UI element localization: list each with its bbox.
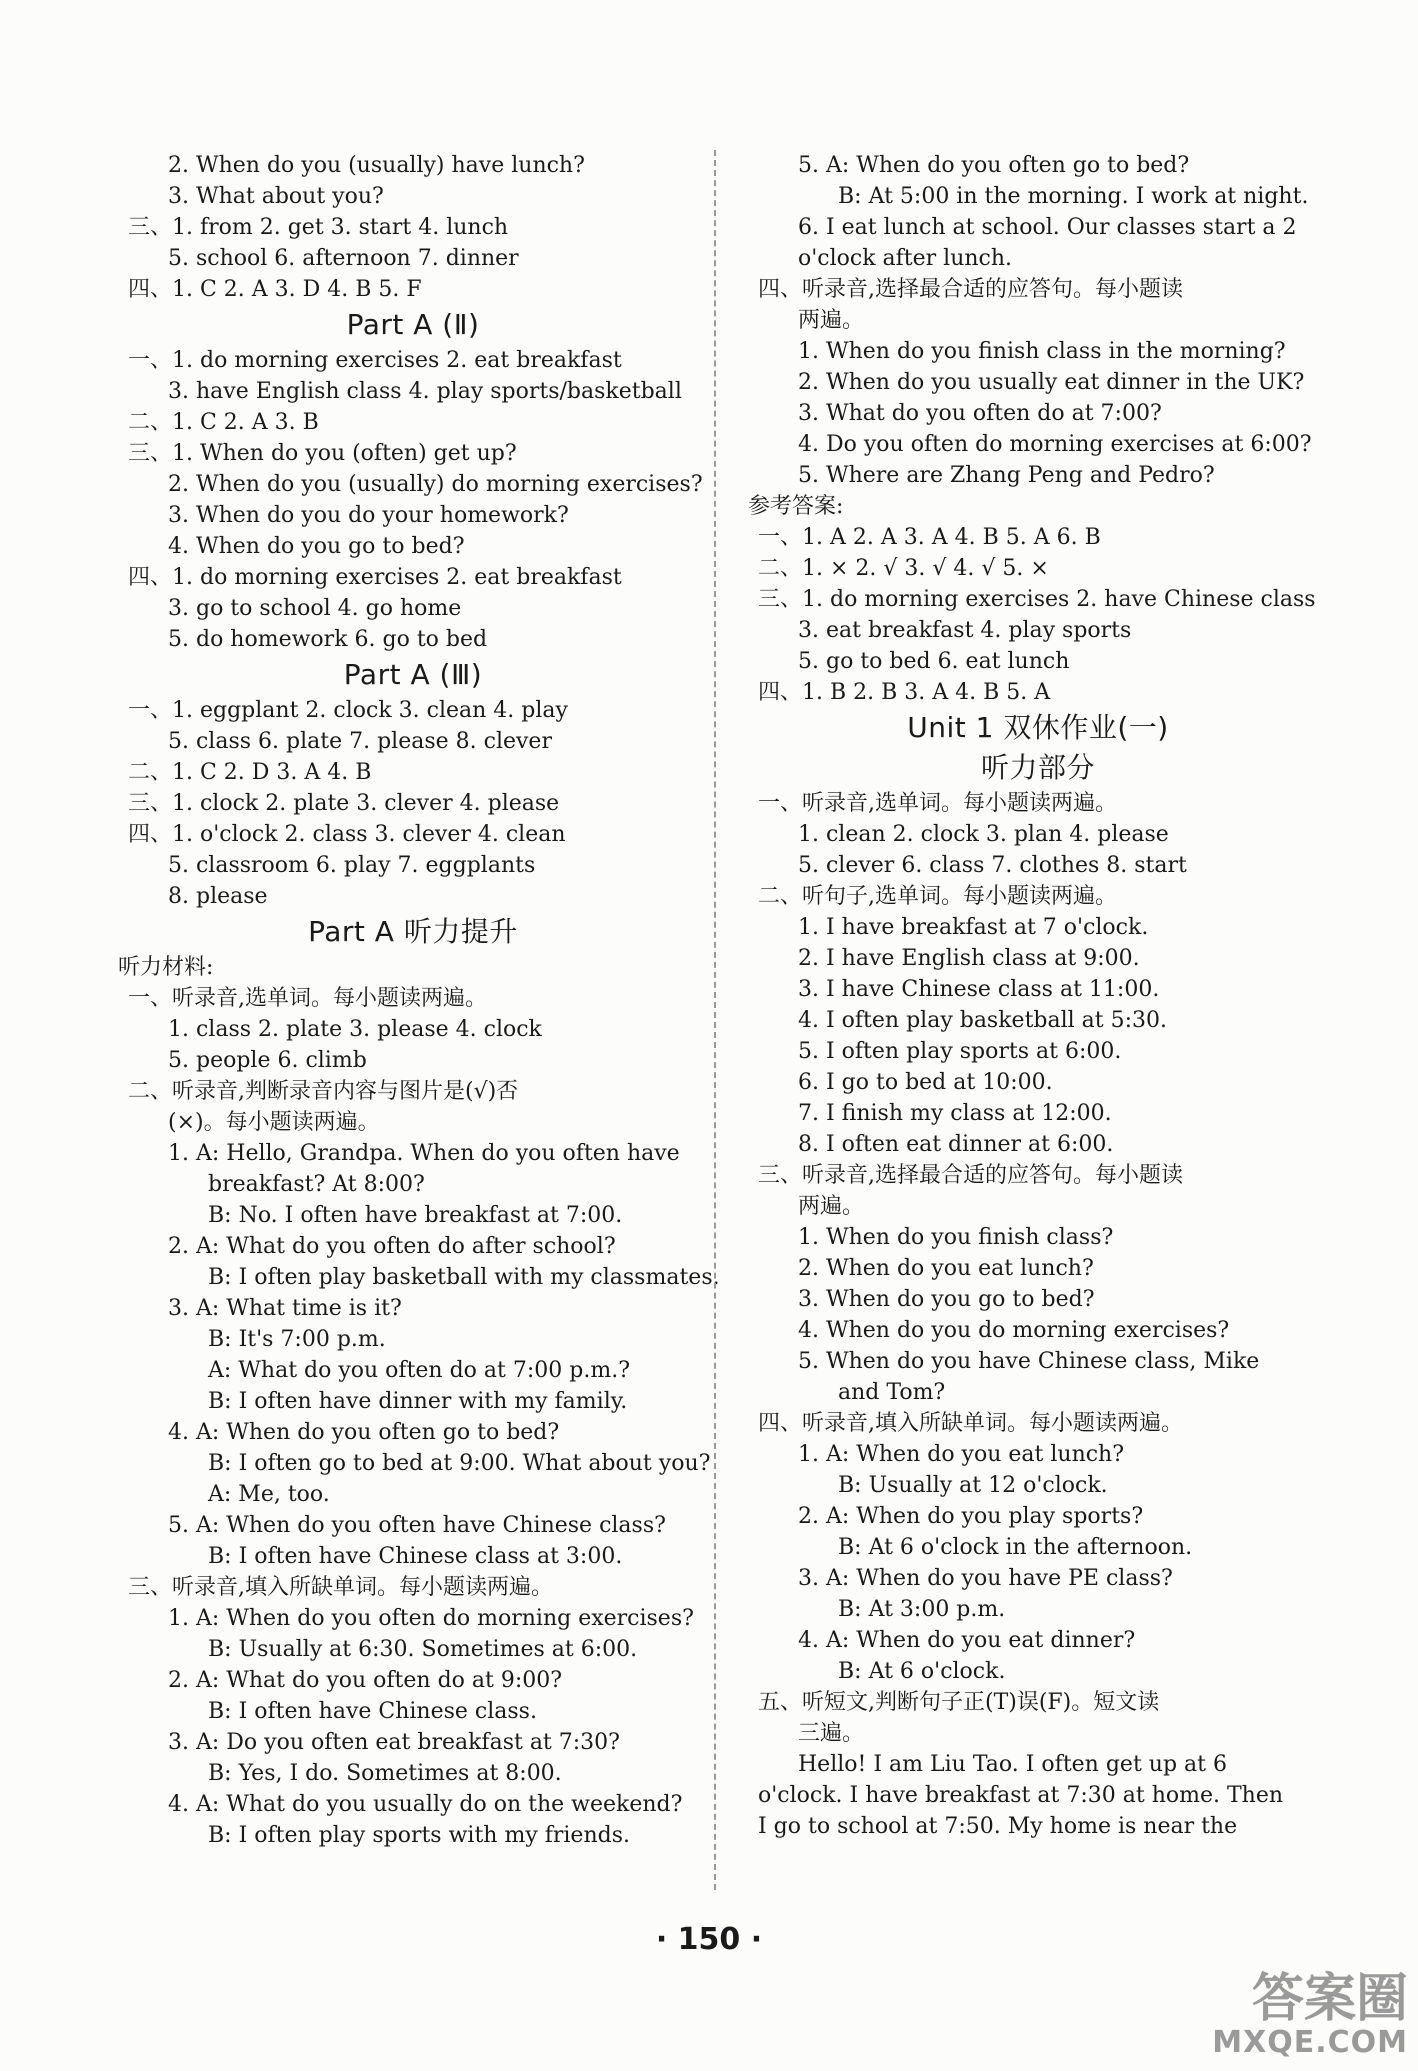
text-line: B: I often go to bed at 9:00. What about you? [208, 1451, 711, 1476]
text-line: B: At 6 o'clock in the afternoon. [838, 1535, 1193, 1560]
text-line: (×)。每小题读两遍。 [168, 1110, 380, 1135]
text-line: B: I often play sports with my friends. [208, 1823, 630, 1848]
text-line: A: What do you often do at 7:00 p.m.? [208, 1358, 630, 1383]
text-line: 一、听录音,选单词。每小题读两遍。 [758, 791, 1117, 816]
text-line: 3. have English class 4. play sports/basketball [168, 379, 682, 404]
text-line: 四、1. do morning exercises 2. eat breakfast [128, 565, 622, 590]
text-line: B: I often play basketball with my classmates. [208, 1265, 720, 1290]
text-line: B: At 3:00 p.m. [838, 1597, 1006, 1622]
section-heading: Part A 听力提升 [308, 915, 518, 948]
text-line: 3. I have Chinese class at 11:00. [798, 977, 1160, 1002]
text-line: 一、听录音,选单词。每小题读两遍。 [128, 986, 487, 1011]
text-line: 2. I have English class at 9:00. [798, 946, 1140, 971]
text-line: 5. classroom 6. play 7. eggplants [168, 853, 536, 878]
text-line: 3. A: What time is it? [168, 1296, 402, 1321]
text-line: B: Usually at 6:30. Sometimes at 6:00. [208, 1637, 638, 1662]
text-line: 2. A: What do you often do at 9:00? [168, 1668, 563, 1693]
section-heading: 听力部分 [980, 751, 1095, 784]
text-line: 4. When do you do morning exercises? [798, 1318, 1230, 1343]
text-line: 三、1. from 2. get 3. start 4. lunch [128, 215, 509, 240]
text-line: 2. When do you (usually) do morning exercises? [168, 472, 703, 497]
text-line: 两遍。 [798, 1194, 865, 1219]
text-line: 二、听录音,判断录音内容与图片是(√)否 [128, 1079, 519, 1104]
text-line: 5. A: When do you often go to bed? [798, 153, 1190, 178]
text-line: 8. please [168, 884, 268, 909]
text-line: 2. A: What do you often do after school? [168, 1234, 616, 1259]
text-line: 7. I finish my class at 12:00. [798, 1101, 1112, 1126]
column-divider [714, 150, 716, 1890]
text-line: B: Usually at 12 o'clock. [838, 1473, 1108, 1498]
text-line: o'clock. I have breakfast at 7:30 at home. Then [758, 1783, 1284, 1808]
text-line: 两遍。 [798, 308, 865, 333]
watermark-text-en: MXQE.COM [1212, 2025, 1408, 2060]
text-line: 4. When do you go to bed? [168, 534, 465, 559]
text-line: Hello! I am Liu Tao. I often get up at 6 [798, 1752, 1227, 1777]
text-line: I go to school at 7:50. My home is near the [758, 1814, 1238, 1839]
text-line: 二、1. C 2. D 3. A 4. B [128, 760, 372, 785]
text-line: 1. When do you finish class? [798, 1225, 1114, 1250]
text-line: 3. What about you? [168, 184, 384, 209]
text-line: B: No. I often have breakfast at 7:00. [208, 1203, 623, 1228]
text-line: 6. I eat lunch at school. Our classes start a 2 [798, 215, 1297, 240]
watermark-text-cn: 答案圈 [1251, 1969, 1408, 2029]
text-line: 2. When do you (usually) have lunch? [168, 153, 585, 178]
text-line: 听力材料: [118, 955, 214, 980]
section-heading: Part A (Ⅲ) [343, 658, 483, 691]
text-line: 2. A: When do you play sports? [798, 1504, 1144, 1529]
text-line: 4. Do you often do morning exercises at 6:00? [798, 432, 1312, 457]
text-line: 1. clean 2. clock 3. plan 4. please [798, 822, 1169, 847]
text-line: 5. do homework 6. go to bed [168, 627, 488, 652]
text-line: 一、1. eggplant 2. clock 3. clean 4. play [128, 698, 568, 723]
text-line: 3. A: When do you have PE class? [798, 1566, 1173, 1591]
text-line: breakfast? At 8:00? [208, 1172, 425, 1197]
text-line: 4. A: What do you usually do on the weekend? [168, 1792, 683, 1817]
text-line: A: Me, too. [208, 1482, 330, 1507]
text-line: 三遍。 [798, 1721, 865, 1746]
text-line: and Tom? [838, 1380, 946, 1405]
text-line: 3. A: Do you often eat breakfast at 7:30? [168, 1730, 620, 1755]
section-heading: Unit 1 双休作业(一) [907, 711, 1169, 744]
text-line: 3. go to school 4. go home [168, 596, 462, 621]
text-line: 3. eat breakfast 4. play sports [798, 618, 1132, 643]
watermark-logo [1212, 1971, 1408, 2059]
text-line: 2. When do you eat lunch? [798, 1256, 1094, 1281]
text-line: B: I often have Chinese class at 3:00. [208, 1544, 623, 1569]
text-line: 一、1. do morning exercises 2. eat breakfast [128, 348, 622, 373]
text-line: 5. Where are Zhang Peng and Pedro? [798, 463, 1215, 488]
text-line: 5. school 6. afternoon 7. dinner [168, 246, 519, 271]
text-line: 四、1. B 2. B 3. A 4. B 5. A [758, 680, 1051, 705]
right-column [748, 150, 1328, 1842]
text-line: B: Yes, I do. Sometimes at 8:00. [208, 1761, 562, 1786]
text-line: 5. class 6. plate 7. please 8. clever [168, 729, 552, 754]
text-line: B: At 6 o'clock. [838, 1659, 1006, 1684]
text-line: 3. When do you go to bed? [798, 1287, 1095, 1312]
text-line: 三、听录音,选择最合适的应答句。每小题读 [758, 1163, 1183, 1188]
text-line: B: I often have dinner with my family. [208, 1389, 628, 1414]
text-line: 四、1. o'clock 2. class 3. clever 4. clean [128, 822, 566, 847]
text-line: 三、听录音,填入所缺单词。每小题读两遍。 [128, 1575, 553, 1600]
text-line: 5. I often play sports at 6:00. [798, 1039, 1122, 1064]
text-line: 8. I often eat dinner at 6:00. [798, 1132, 1114, 1157]
text-line: 1. I have breakfast at 7 o'clock. [798, 915, 1149, 940]
text-line: 1. A: When do you eat lunch? [798, 1442, 1125, 1467]
page-number: · 150 · [655, 1922, 763, 1957]
text-line: 三、1. clock 2. plate 3. clever 4. please [128, 791, 560, 816]
text-line: 2. When do you usually eat dinner in the UK? [798, 370, 1305, 395]
text-line: 四、听录音,选择最合适的应答句。每小题读 [758, 277, 1183, 302]
text-line: B: I often have Chinese class. [208, 1699, 537, 1724]
text-line: 1. When do you finish class in the morning? [798, 339, 1286, 364]
text-line: 二、1. C 2. A 3. B [128, 410, 319, 435]
section-heading: Part A (Ⅱ) [346, 308, 480, 341]
text-line: 5. clever 6. class 7. clothes 8. start [798, 853, 1187, 878]
text-line: 参考答案: [748, 494, 844, 519]
text-line: 五、听短文,判断句子正(T)误(F)。短文读 [758, 1690, 1160, 1715]
text-line: o'clock after lunch. [798, 246, 1013, 271]
text-line: 三、1. do morning exercises 2. have Chinese class [758, 587, 1316, 612]
text-line: 一、1. A 2. A 3. A 4. B 5. A 6. B [758, 525, 1101, 550]
text-line: B: It's 7:00 p.m. [208, 1327, 386, 1352]
text-line: 3. What do you often do at 7:00? [798, 401, 1162, 426]
text-line: 1. A: When do you often do morning exercises? [168, 1606, 694, 1631]
left-column [118, 150, 720, 1851]
text-line: B: At 5:00 in the morning. I work at night. [838, 184, 1309, 209]
text-line: 三、1. When do you (often) get up? [128, 441, 517, 466]
text-line: 4. I often play basketball at 5:30. [798, 1008, 1168, 1033]
text-line: 5. go to bed 6. eat lunch [798, 649, 1070, 674]
text-line: 4. A: When do you eat dinner? [798, 1628, 1136, 1653]
text-line: 四、1. C 2. A 3. D 4. B 5. F [128, 277, 422, 302]
text-line: 1. A: Hello, Grandpa. When do you often have [168, 1141, 680, 1166]
text-line: 5. When do you have Chinese class, Mike [798, 1349, 1260, 1374]
text-line: 四、听录音,填入所缺单词。每小题读两遍。 [758, 1411, 1183, 1436]
text-line: 6. I go to bed at 10:00. [798, 1070, 1053, 1095]
text-line: 5. people 6. climb [168, 1048, 367, 1073]
text-line: 4. A: When do you often go to bed? [168, 1420, 560, 1445]
text-line: 3. When do you do your homework? [168, 503, 569, 528]
text-line: 5. A: When do you often have Chinese class? [168, 1513, 666, 1538]
text-line: 1. class 2. plate 3. please 4. clock [168, 1017, 542, 1042]
text-line: 二、1. × 2. √ 3. √ 4. √ 5. × [758, 556, 1049, 581]
text-line: 二、听句子,选单词。每小题读两遍。 [758, 884, 1117, 909]
